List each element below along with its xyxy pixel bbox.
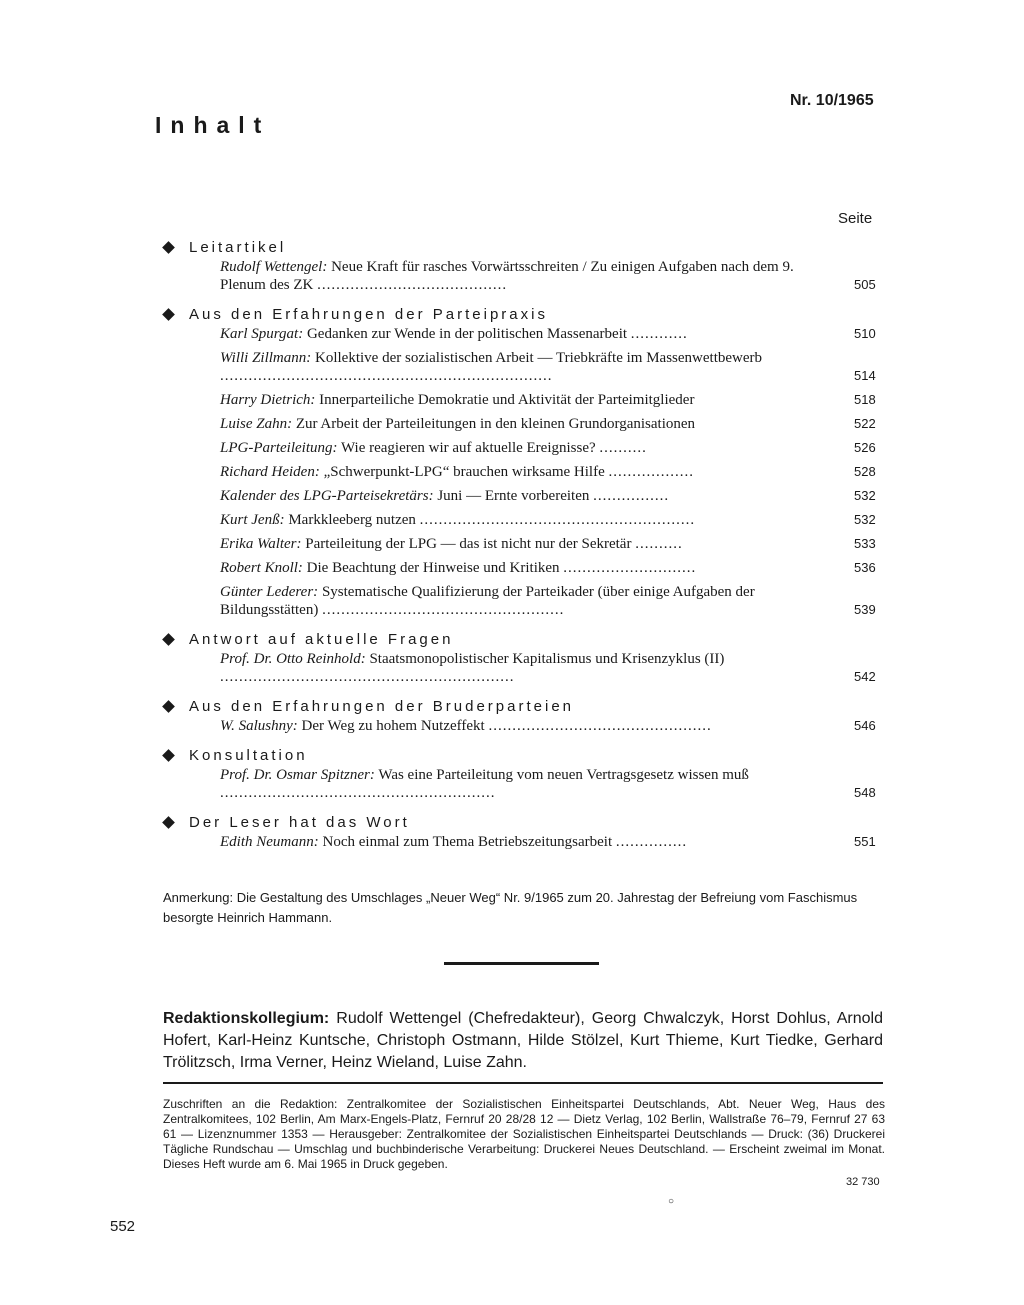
page-title: Inhalt	[155, 112, 271, 138]
entry-leader-dots: ................	[593, 488, 670, 504]
toc-entry	[220, 487, 876, 505]
entry-leader-dots: ..........	[599, 440, 647, 456]
section-heading	[160, 695, 880, 717]
editorial-board	[163, 1008, 883, 1074]
section-heading-text: Antwort auf aktuelle Fragen	[189, 630, 454, 648]
entry-leader-dots: ............................	[563, 560, 697, 576]
entry-title: Der Weg zu hohem Nutzeffekt	[301, 718, 485, 734]
entry-page: 528	[854, 464, 876, 479]
entry-title: Zur Arbeit der Parteileitungen in den kleinen Grundorganisationen	[295, 416, 696, 432]
entry-title: Die Beachtung der Hinweise und Kritiken	[306, 560, 560, 576]
entry-leader-dots: ............	[630, 326, 688, 342]
entry-author: Rudolf Wettengel:	[220, 259, 328, 275]
toc-section	[160, 695, 880, 735]
toc-entry	[220, 463, 876, 481]
section-heading-text: Konsultation	[189, 746, 308, 764]
section-heading-text: Aus den Erfahrungen der Bruderparteien	[189, 697, 575, 715]
print-mark: ○	[668, 1196, 675, 1207]
toc-section	[160, 628, 880, 686]
toc-section	[160, 236, 880, 294]
entry-title: Gedanken zur Wende in der politischen Massenarbeit	[306, 326, 628, 342]
page-number: 552	[110, 1218, 136, 1235]
toc-entry	[220, 535, 876, 553]
section-heading	[160, 628, 880, 650]
entry-author: Harry Dietrich:	[220, 392, 316, 408]
entry-page: 548	[854, 785, 876, 800]
entry-leader-dots: ...............................................	[488, 718, 712, 734]
toc-entry	[220, 325, 876, 343]
entry-title: Neue Kraft für rasches Vorwärtsschreiten / Zu einigen Aufgaben nach dem 9. Plenum des ZK	[220, 259, 794, 293]
entry-author: LPG-Parteileitung:	[220, 440, 338, 456]
toc-entry	[220, 391, 876, 409]
entry-title: Juni — Ernte vorbereiten	[437, 488, 590, 504]
entry-title: Kollektive der sozialistischen Arbeit — Triebkräfte im Massenwettbewerb	[315, 350, 762, 366]
entry-leader-dots: ..........................................................	[220, 785, 496, 801]
entry-title: Parteileitung der LPG — das ist nicht nur der Sekretär	[305, 536, 632, 552]
entry-leader-dots: ..................	[608, 464, 694, 480]
section-heading	[160, 744, 880, 766]
toc-entry	[220, 583, 876, 619]
entry-page: 536	[854, 560, 876, 575]
entry-page: 546	[854, 718, 876, 733]
diamond-bullet-icon	[162, 816, 175, 829]
diamond-bullet-icon	[162, 749, 175, 762]
entry-page: 522	[854, 416, 876, 431]
table-of-contents	[160, 236, 880, 860]
section-heading	[160, 303, 880, 325]
toc-entry	[220, 766, 876, 802]
imprint: Zuschriften an die Redaktion: Zentralkomitee der Sozialistischen Einheitspartei Deutschlands, Abt. Neuer Weg, Haus des Zentralkomitees, 102 Berlin, Am Marx-Engels-Platz, Fernruf 20 28/28 12 — Dietz Verlag, 102 Berlin, Wallstraße 76–79, Fernruf 27 63 61 — Lizenznummer 1353 — Herausgeber: Zentralkomitee der Sozialistischen Einheitspartei Deutschlands — Druck: (36) Druckerei Tägliche Rundschau — Umschlag und buchbinderische Verarbeitung: Druckerei Neues Deutschland. — Erscheint zweimal im Monat. Dieses Heft wurde am 6. Mai 1965 in Druck gegeben.	[163, 1097, 885, 1171]
toc-section	[160, 811, 880, 851]
toc-entry	[220, 650, 876, 686]
entry-author: Robert Knoll:	[220, 560, 303, 576]
entry-page: 542	[854, 669, 876, 684]
section-heading-text: Aus den Erfahrungen der Parteipraxis	[189, 305, 548, 323]
entry-title: „Schwerpunkt-LPG“ brauchen wirksame Hilfe	[323, 464, 605, 480]
section-heading-text: Der Leser hat das Wort	[189, 813, 410, 831]
divider-short	[444, 962, 599, 965]
toc-entry	[220, 415, 876, 433]
toc-section	[160, 744, 880, 802]
issue-number: Nr. 10/1965	[790, 92, 874, 109]
section-heading	[160, 236, 880, 258]
entry-title: Wie reagieren wir auf aktuelle Ereignisse?	[340, 440, 596, 456]
entry-author: Richard Heiden:	[220, 464, 320, 480]
entry-author: Prof. Dr. Osmar Spitzner:	[220, 767, 375, 783]
toc-entry	[220, 559, 876, 577]
entry-title: Systematische Qualifizierung der Parteikader (über einige Aufgaben der Bildungsstätten)	[220, 584, 755, 618]
editorial-label: Redaktionskollegium:	[163, 1010, 330, 1027]
entry-title: Was eine Parteileitung vom neuen Vertragsgesetz wissen muß	[378, 767, 749, 783]
entry-author: Kurt Jenß:	[220, 512, 285, 528]
section-heading-text: Leitartikel	[189, 238, 287, 256]
entry-title: Markkleeberg nutzen	[288, 512, 416, 528]
note: Anmerkung: Die Gestaltung des Umschlages „Neuer Weg“ Nr. 9/1965 zum 20. Jahrestag der Befreiung vom Faschismus besorgte Heinrich Hammann.	[163, 890, 858, 925]
diamond-bullet-icon	[162, 308, 175, 321]
entry-page: 539	[854, 602, 876, 617]
entry-leader-dots: ........................................	[317, 277, 508, 293]
entry-author: Karl Spurgat:	[220, 326, 304, 342]
entry-page: 526	[854, 440, 876, 455]
entry-leader-dots: ...................................................	[322, 602, 565, 618]
entry-author: Günter Lederer:	[220, 584, 319, 600]
entry-page: 510	[854, 326, 876, 341]
entry-leader-dots: ...............	[615, 834, 688, 850]
entry-title: Staatsmonopolistischer Kapitalismus und Krisenzyklus (II)	[369, 651, 725, 667]
entry-author: Edith Neumann:	[220, 834, 319, 850]
entry-title: Noch einmal zum Thema Betriebszeitungsarbeit	[322, 834, 613, 850]
entry-author: Willi Zillmann:	[220, 350, 312, 366]
entry-author: W. Salushny:	[220, 718, 298, 734]
diamond-bullet-icon	[162, 633, 175, 646]
page-column-label: Seite	[838, 210, 873, 227]
entry-page: 514	[854, 368, 876, 383]
entry-leader-dots: ..........	[635, 536, 683, 552]
entry-leader-dots: ......................................................................	[220, 368, 553, 384]
entry-page: 518	[854, 392, 876, 407]
entry-leader-dots: ..............................................................	[220, 669, 515, 685]
entry-page: 532	[854, 488, 876, 503]
entry-page: 533	[854, 536, 876, 551]
entry-author: Erika Walter:	[220, 536, 302, 552]
toc-entry	[220, 833, 876, 851]
entry-title: Innerparteiliche Demokratie und Aktivität der Parteimitglieder	[319, 392, 695, 408]
entry-page: 551	[854, 834, 876, 849]
toc-entry	[220, 717, 876, 735]
entry-leader-dots: ..........................................................	[419, 512, 696, 528]
toc-entry	[220, 511, 876, 529]
toc-entry	[220, 258, 876, 294]
toc-section	[160, 303, 880, 619]
toc-entry	[220, 349, 876, 385]
entry-author: Kalender des LPG-Parteisekretärs:	[220, 488, 434, 504]
toc-entry	[220, 439, 876, 457]
entry-page: 505	[854, 277, 876, 292]
entry-author: Luise Zahn:	[220, 416, 293, 432]
diamond-bullet-icon	[162, 241, 175, 254]
entry-author: Prof. Dr. Otto Reinhold:	[220, 651, 366, 667]
print-code: 32 730	[846, 1176, 880, 1188]
section-heading	[160, 811, 880, 833]
entry-page: 532	[854, 512, 876, 527]
diamond-bullet-icon	[162, 700, 175, 713]
divider-long	[163, 1082, 883, 1084]
editorial-members: Rudolf Wettengel (Chefredakteur), Georg Chwalczyk, Horst Dohlus, Arnold Hofert, Karl-Heinz Kuntsche, Christoph Ostmann, Hilde Stölzel, Kurt Thieme, Kurt Tiedke, Gerhard Trölitzsch, Irma Verner, Heinz Wieland, Luise Zahn.	[163, 1010, 884, 1071]
